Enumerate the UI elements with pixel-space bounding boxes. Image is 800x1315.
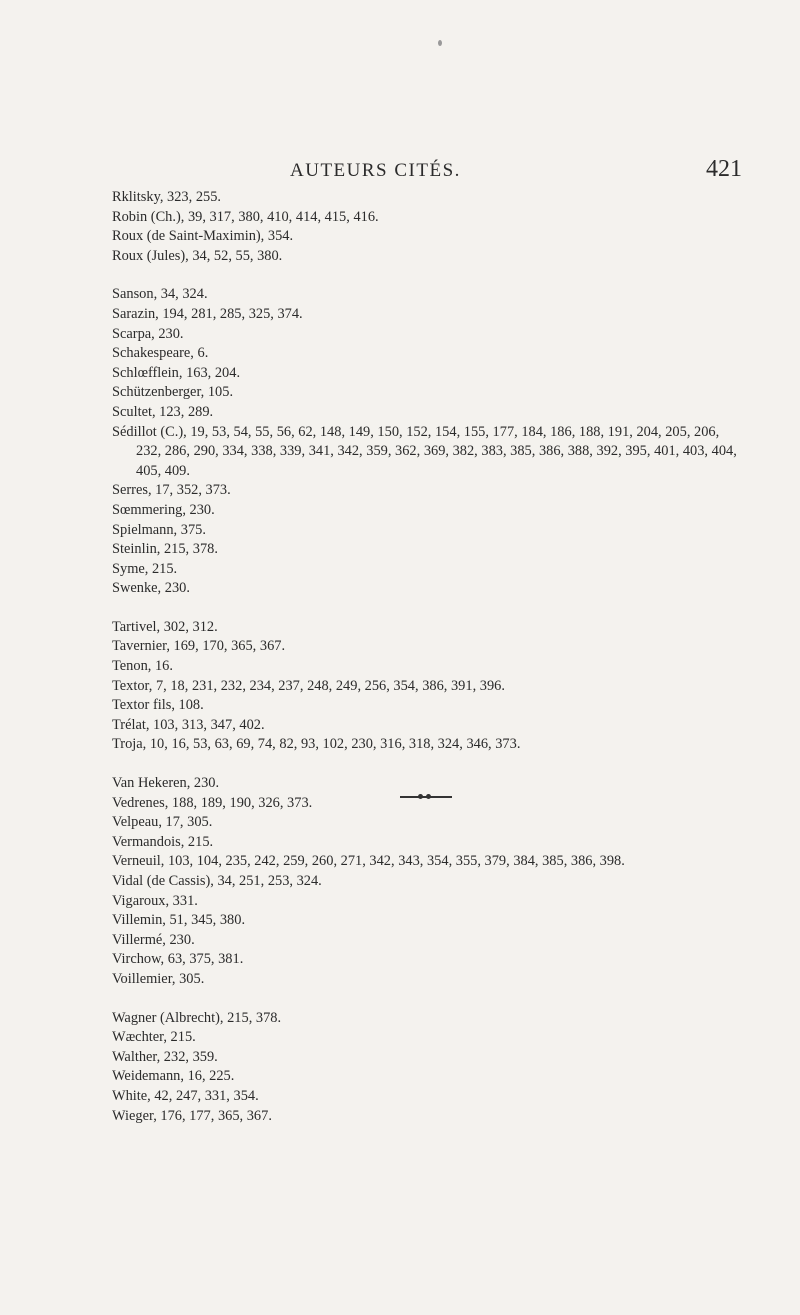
index-letter-group: [112, 188, 742, 266]
index-entry: Rklitsky, 323, 255.: [112, 189, 222, 205]
index-entry: Swenke, 230.: [112, 580, 190, 597]
index-entry: Schützenberger, 105.: [112, 384, 234, 401]
index-entry: Schakespeare, 6.: [112, 345, 209, 362]
index-entry: Villemin, 51, 345, 380.: [112, 912, 246, 929]
index-entry: Vigaroux, 331.: [112, 892, 198, 909]
index-entry: Sédillot (C.), 19, 53, 54, 55, 56, 62, 148, 149, 150, 152, 154, 155, 177, 184, 186, 188, 191, 204, 205, 206, 232, 286, 290, 334, 338, 339, 341, 342, 359, 362, 369, 382, 383, 385, 386, 388, 392, 395, 401, 403, 404, 405, 409.: [112, 423, 737, 479]
index-letter-group: [112, 774, 742, 990]
index-entry: Vedrenes, 188, 189, 190, 326, 373.: [112, 794, 313, 811]
index-entry: Velpeau, 17, 305.: [112, 814, 213, 831]
index-entry: Vidal (de Cassis), 34, 251, 253, 324.: [112, 873, 322, 889]
index-entry: White, 42, 247, 331, 354.: [112, 1087, 259, 1104]
index-entry: Serres, 17, 352, 373.: [112, 482, 231, 499]
index-entry: Tartivel, 302, 312.: [112, 618, 218, 635]
index-entry: Roux (Jules), 34, 52, 55, 380.: [112, 247, 283, 264]
ink-speck: [438, 40, 442, 46]
index-entry: Sarazin, 194, 281, 285, 325, 374.: [112, 305, 303, 322]
index-entry: Virchow, 63, 375, 381.: [112, 951, 244, 968]
index-entry: Scarpa, 230.: [112, 325, 184, 342]
index-entry: Roux (de Saint-Maximin), 354.: [112, 228, 294, 245]
index-letter-group: [112, 1009, 742, 1127]
index-entry: Sœmmering, 230.: [112, 501, 215, 518]
page-header: [0, 156, 800, 184]
index-entry: Verneuil, 103, 104, 235, 242, 259, 260, 271, 342, 343, 354, 355, 379, 384, 385, 386, 398.: [112, 853, 625, 870]
index-entry: Spielmann, 375.: [112, 521, 206, 538]
index-letter-group: [112, 618, 742, 755]
index-entry: Robin (Ch.), 39, 317, 380, 410, 414, 415, 416.: [112, 208, 379, 225]
index-entry: Tenon, 16.: [112, 658, 173, 675]
index-entry: Syme, 215.: [112, 560, 178, 577]
index-entry: Textor fils, 108.: [112, 697, 204, 714]
index-entry: Sanson, 34, 324.: [112, 286, 208, 303]
index-entry: Tavernier, 169, 170, 365, 367.: [112, 638, 286, 655]
index-entry: Scultet, 123, 289.: [112, 403, 214, 420]
index-entry: Voillemier, 305.: [112, 970, 205, 987]
author-index: [112, 188, 742, 1145]
index-letter-group: [112, 285, 742, 599]
index-entry: Trélat, 103, 313, 347, 402.: [112, 716, 265, 733]
index-entry: Textor, 7, 18, 231, 232, 234, 237, 248, 249, 256, 354, 386, 391, 396.: [112, 677, 505, 694]
index-entry: Steinlin, 215, 378.: [112, 541, 218, 558]
running-title: AUTEURS CITÉS.: [290, 160, 461, 181]
index-entry: Schlœfflein, 163, 204.: [112, 364, 241, 381]
index-entry: Wagner (Albrecht), 215, 378.: [112, 1009, 282, 1026]
index-entry: Troja, 10, 16, 53, 63, 69, 74, 82, 93, 102, 230, 316, 318, 324, 346, 373.: [112, 736, 521, 753]
index-entry: Weidemann, 16, 225.: [112, 1068, 235, 1085]
page-number: 421: [706, 156, 742, 182]
index-entry: Villermé, 230.: [112, 931, 195, 948]
index-entry: Walther, 232, 359.: [112, 1048, 218, 1065]
index-entry: Wieger, 176, 177, 365, 367.: [112, 1107, 272, 1124]
end-ornament-rule: [400, 796, 452, 798]
index-entry: Van Hekeren, 230.: [112, 775, 220, 792]
index-entry: Wæchter, 215.: [112, 1029, 196, 1046]
index-entry: Vermandois, 215.: [112, 833, 214, 850]
